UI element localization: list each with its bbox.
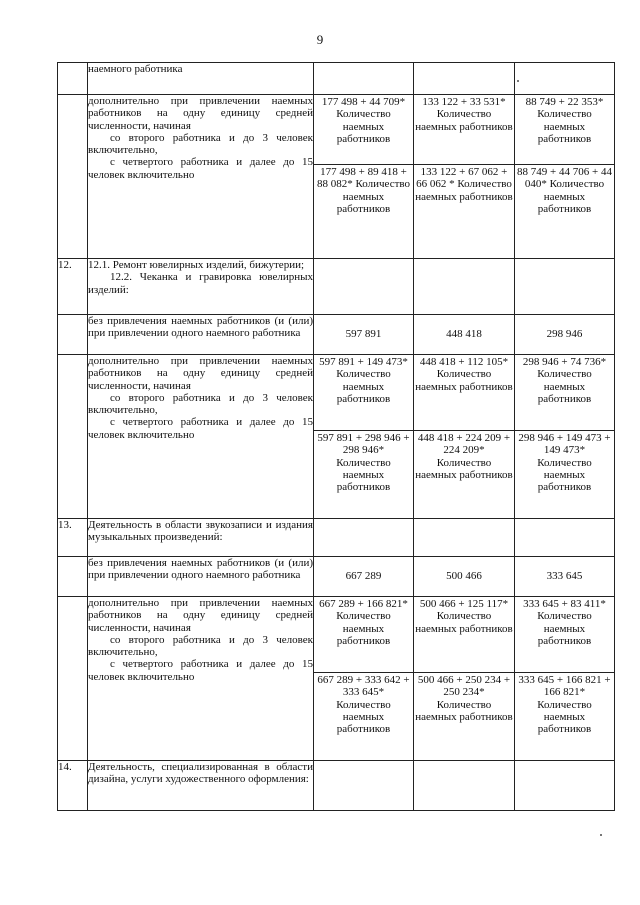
value-cell [314,761,414,811]
row-number: 14. [58,761,88,811]
row-number [58,315,88,355]
value-cell [414,259,515,315]
row-description [88,557,314,597]
value-text: 88 749 + 22 353* Количество наемных работников [525,96,604,145]
description-line: Деятельность, специализированная в области дизайна, услуги художественного оформления: [88,761,313,786]
table-row [58,519,615,557]
value-text: 500 466 [446,570,482,583]
value-cell [414,355,515,519]
description-line: с четвертого работника и далее до 15 человек включительно [88,156,313,181]
row-description [88,355,314,519]
value-text: 667 289 + 333 642 + 333 645* Количество наемных работников [314,672,413,760]
value-cell [414,63,515,95]
value-text: 597 891 + 298 946 + 298 946* Количество наемных работников [314,430,413,518]
row-description [88,63,314,95]
value-cell [515,761,615,811]
value-text: 667 289 [345,570,382,583]
value-cell [515,519,615,557]
value-cell [515,355,615,519]
value-text: 597 891 + 149 473* Количество наемных работников [319,356,408,405]
value-text: 500 466 + 125 117* Количество наемных работников [415,598,513,635]
row-description [88,259,314,315]
description-line: без привлечения наемных работников (и (или) при привлечении одного наемного работника [88,557,313,582]
value-cell [414,95,515,259]
row-number [58,355,88,519]
description-line: Деятельность в области звукозаписи и издания музыкальных произведений: [88,519,313,544]
table-row [58,315,615,355]
row-description [88,597,314,761]
value-cell [515,259,615,315]
value-cell [414,557,515,597]
value-cell [515,315,615,355]
row-number [58,597,88,761]
value-text: 500 466 + 250 234 + 250 234* Количество наемных работников [414,672,514,760]
table-row [58,95,615,259]
description-line: с четвертого работника и далее до 15 человек включительно [88,658,313,683]
table-row [58,63,615,95]
value-text: 448 418 + 112 105* Количество наемных работников [415,356,513,393]
row-number: 13. [58,519,88,557]
row-number [58,95,88,259]
value-cell [515,95,615,259]
value-cell [414,315,515,355]
value-cell [314,519,414,557]
value-text: 333 645 + 83 411* Количество наемных работников [523,598,606,647]
description-line: дополнительно при привлечении наемных работников на одну единицу средней численности, начиная [88,597,313,634]
value-text: 298 946 + 74 736* Количество наемных работников [522,356,607,405]
value-cell [314,355,414,519]
scan-speck [517,80,519,82]
table-row [58,259,615,315]
description-line: 12.2. Чеканка и гравировка ювелирных изделий: [88,271,313,296]
description-line: со второго работника и до 3 человек включительно, [88,131,313,157]
page-number: 9 [316,32,324,47]
value-text: 448 418 + 224 209 + 224 209* Количество наемных работников [414,430,514,518]
value-text: 597 891 [345,328,382,341]
value-text: 298 946 + 149 473 + 149 473* Количество наемных работников [515,430,614,518]
value-text: 133 122 + 33 531* Количество наемных работников [415,96,513,133]
tariff-table [57,62,615,811]
table-row [58,557,615,597]
row-description [88,519,314,557]
value-text: 333 645 + 166 821 + 166 821* Количество наемных работников [515,672,614,760]
table-row [58,761,615,811]
value-text: 448 418 [446,328,482,341]
value-text: 177 498 + 89 418 + 88 082* Количество наемных работников [314,164,413,258]
description-line: наемного работника [88,63,183,75]
row-number [58,557,88,597]
scan-speck [600,834,602,836]
value-text: 298 946 [546,328,583,341]
value-text: 177 498 + 44 709* Количество наемных работников [321,96,406,145]
value-cell [515,557,615,597]
description-line: со второго работника и до 3 человек включительно, [88,633,313,659]
value-text: 88 749 + 44 706 + 44 040* Количество наемных работников [515,164,614,258]
description-line: дополнительно при привлечении наемных работников на одну единицу средней численности, начиная [88,355,313,392]
value-text: 333 645 [546,570,583,583]
value-cell [314,95,414,259]
value-cell [314,557,414,597]
row-description [88,315,314,355]
value-cell [414,761,515,811]
description-line: дополнительно при привлечении наемных работников на одну единицу средней численности, начиная [88,95,313,132]
value-cell [314,63,414,95]
row-description [88,761,314,811]
value-cell [515,597,615,761]
value-cell [414,597,515,761]
table-row [58,597,615,761]
value-cell [414,519,515,557]
value-cell [314,259,414,315]
description-line: без привлечения наемных работников (и (или) при привлечении одного наемного работника [88,315,313,340]
value-cell [515,63,615,95]
row-number [58,63,88,95]
row-description [88,95,314,259]
value-text: 133 122 + 67 062 + 66 062 * Количество наемных работников [414,164,514,258]
row-number: 12. [58,259,88,315]
table-row [58,355,615,519]
description-line: со второго работника и до 3 человек включительно, [88,391,313,417]
value-text: 667 289 + 166 821* Количество наемных работников [319,598,408,647]
value-cell [314,597,414,761]
description-line: 12.1. Ремонт ювелирных изделий, бижутерии; [88,259,305,271]
value-cell [314,315,414,355]
description-line: с четвертого работника и далее до 15 человек включительно [88,416,313,441]
